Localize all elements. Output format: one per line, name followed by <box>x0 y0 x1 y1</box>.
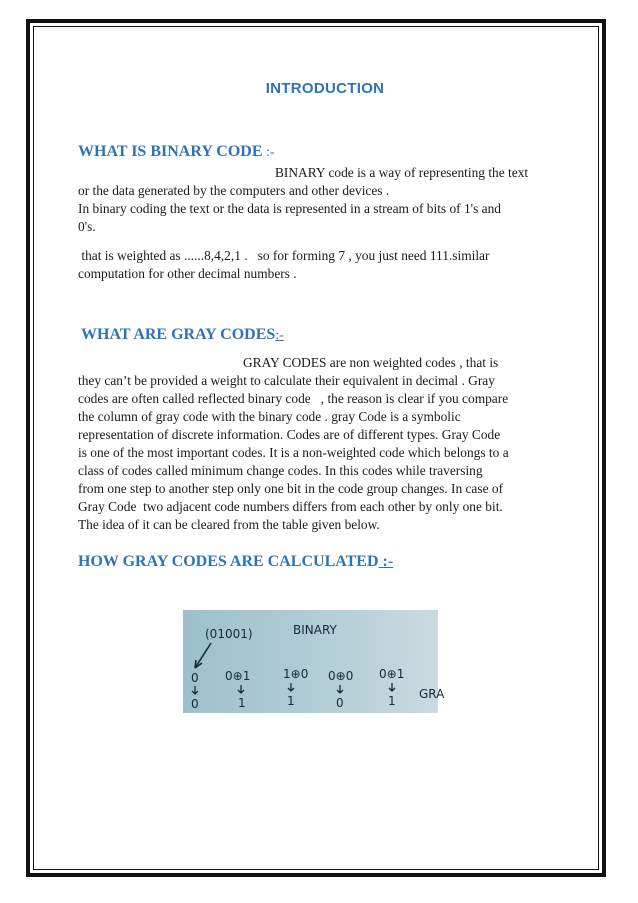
figure-group: 1⊕0 <box>283 667 309 681</box>
gray-para-line: Gray Code two adjacent code numbers differs from each other by only one bit. <box>78 499 503 514</box>
figure-group: 0⊕0 <box>328 669 354 683</box>
figure-result: 0 <box>336 696 344 710</box>
gray-heading-text: WHAT ARE GRAY CODES <box>81 326 276 343</box>
figure-label-left: (01001) <box>205 627 253 641</box>
binary-heading-text: WHAT IS BINARY CODE <box>78 143 263 160</box>
binary-para-line-6: computation for other decimal numbers . <box>78 266 297 281</box>
binary-para-line-5: that is weighted as ......8,4,2,1 . so for forming 7 , you just need 111.similar <box>78 248 490 263</box>
gray-para-line: is one of the most important codes. It is a non-weighted code which belongs to a <box>78 445 509 460</box>
binary-para-line-4: 0's. <box>78 219 96 234</box>
figure-result: 1 <box>388 694 396 708</box>
figure-label-right: BINARY <box>293 623 337 637</box>
gray-para-line: representation of discrete information. Codes are of different types. Gray Code <box>78 427 501 442</box>
howto-heading <box>78 553 393 571</box>
figure-result: 1 <box>238 696 246 710</box>
gray-para-line: the column of gray code with the binary code . gray Code is a symbolic <box>78 409 461 424</box>
gray-heading-suffix: :- <box>275 328 284 343</box>
binary-para-line-1: BINARY code is a way of representing the text <box>275 165 529 180</box>
binary-para-line-2: or the data generated by the computers and other devices . <box>78 183 390 198</box>
gray-para-line: codes are often called reflected binary code , the reason is clear if you compare <box>78 391 509 406</box>
gray-heading <box>81 326 284 344</box>
figure-result: 1 <box>287 694 295 708</box>
page-title: INTRODUCTION <box>265 80 385 97</box>
binary-heading-suffix: :- <box>262 145 275 160</box>
figure-result: 0 <box>191 697 199 711</box>
howto-heading-suffix: :- <box>378 553 394 570</box>
gray-code-figure <box>183 610 445 713</box>
gray-para-line: The idea of it can be cleared from the table given below. <box>78 517 380 532</box>
gray-para-line: GRAY CODES are non weighted codes , that is <box>243 355 499 370</box>
howto-heading-text: HOW GRAY CODES ARE CALCULATED <box>78 553 379 570</box>
gray-para-line: class of codes called minimum change codes. In this codes while traversing <box>78 463 483 478</box>
figure-group: 0⊕1 <box>225 669 251 683</box>
gray-para-line: from one step to another step only one bit in the code group changes. In case of <box>78 481 504 496</box>
binary-heading <box>78 143 275 161</box>
figure-group: 0⊕1 <box>379 667 405 681</box>
gray-para-line: they can’t be provided a weight to calculate their equivalent in decimal . Gray <box>78 373 495 388</box>
binary-para-line-3: In binary coding the text or the data is represented in a stream of bits of 1's and <box>78 201 501 216</box>
figure-label-edge: GRA <box>419 687 445 701</box>
figure-group: 0 <box>191 671 199 685</box>
